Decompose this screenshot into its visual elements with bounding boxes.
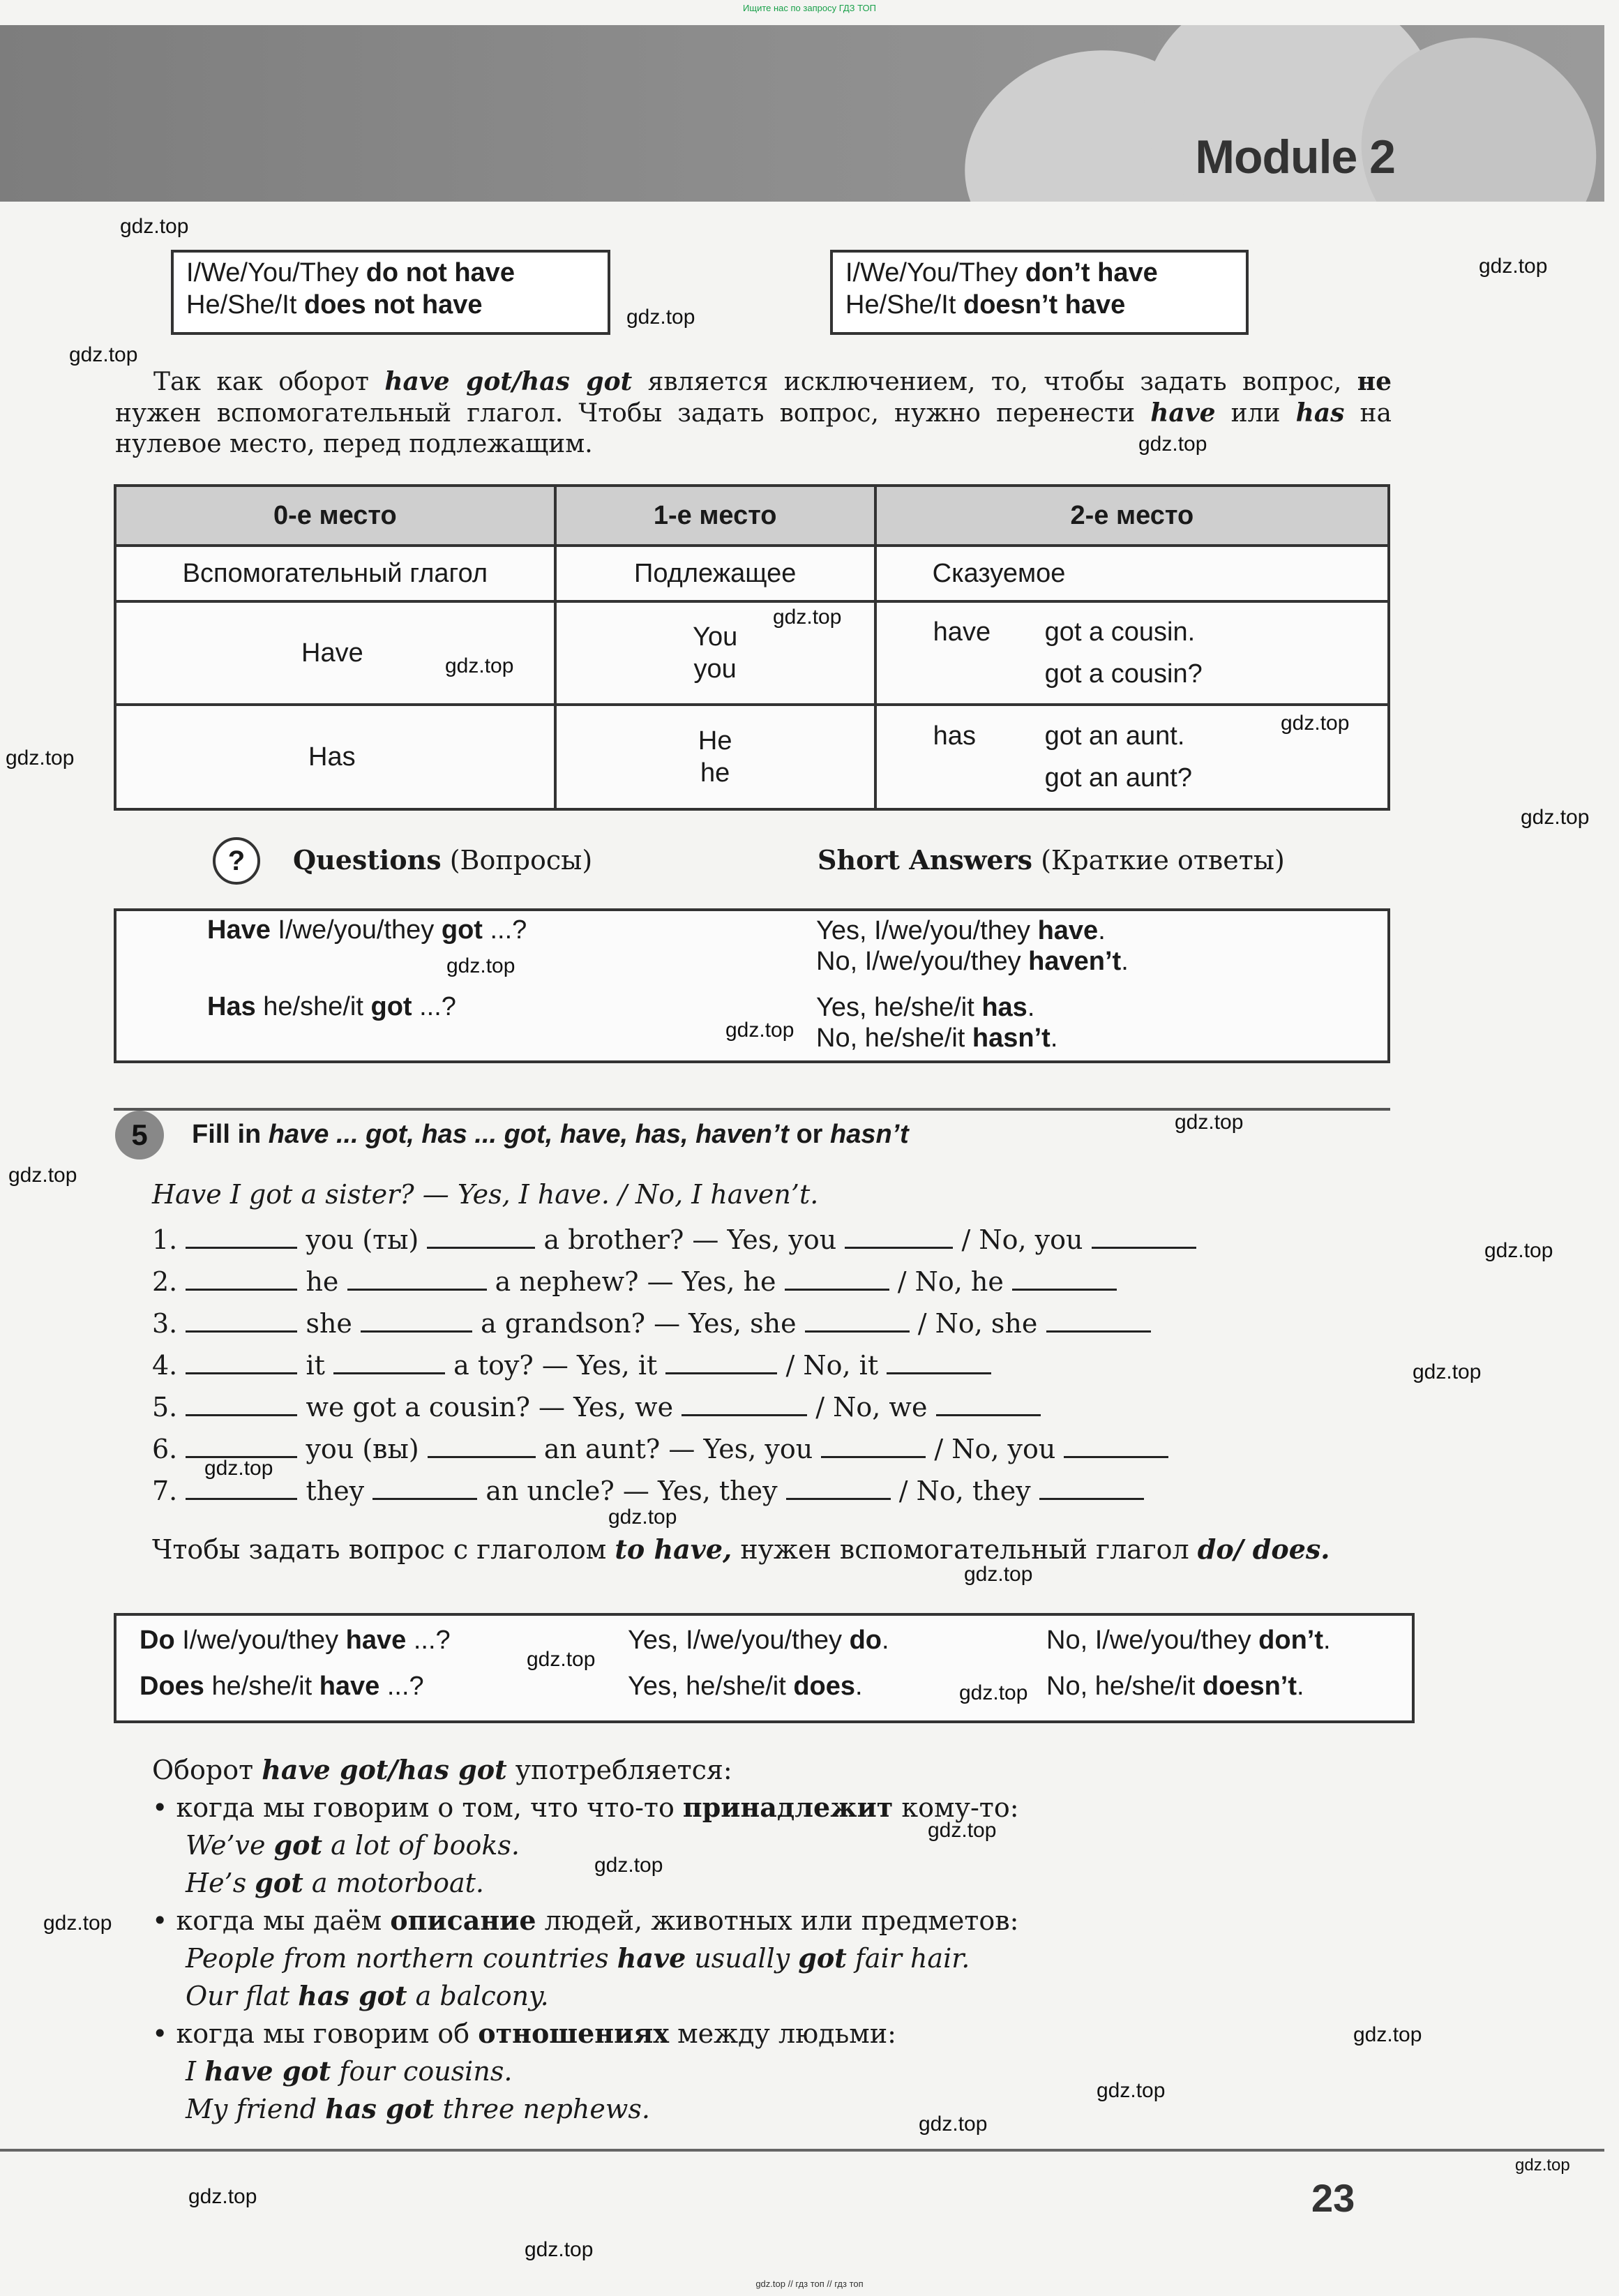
question-do: Do I/we/you/they have ...? xyxy=(140,1626,451,1655)
do-does-paragraph: Чтобы задать вопрос с глаголом to have, нужен вспомогательный глагол do/ does. xyxy=(152,1533,1330,1565)
answer-blank[interactable] xyxy=(1012,1268,1117,1291)
watermark: gdz.top xyxy=(919,2113,988,2136)
answer-blank[interactable] xyxy=(186,1393,297,1416)
watermark: gdz.top xyxy=(1521,806,1590,829)
footer-rule xyxy=(0,2149,1604,2152)
module-title: Module 2 xyxy=(1195,130,1395,183)
answer-do-yes: Yes, I/we/you/they do. xyxy=(628,1626,889,1655)
usage-section xyxy=(152,1751,1394,2128)
answer-blank[interactable] xyxy=(186,1310,297,1333)
answer-blank[interactable] xyxy=(427,1226,535,1249)
questions-heading: Questions (Вопросы) xyxy=(293,844,593,876)
predicate-cell: has got an aunt. got an aunt? xyxy=(875,705,1389,809)
subject-cell: You you xyxy=(555,601,875,705)
answer-blank[interactable] xyxy=(682,1393,807,1416)
answer-blank[interactable] xyxy=(428,1435,536,1458)
negative-form-box-short: I/We/You/They don’t have He/She/It doesn’t have xyxy=(830,250,1249,335)
aux-cell: Have xyxy=(115,601,555,705)
usage-bullet: • когда мы даём описание людей, животных или предметов: xyxy=(152,1905,1019,1936)
header-cell-2: 2-е место xyxy=(875,486,1389,546)
watermark: gdz.top xyxy=(1175,1111,1244,1134)
watermark: gdz.top xyxy=(928,1819,997,1842)
watermark: gdz.top xyxy=(6,746,75,770)
watermark: gdz.top xyxy=(608,1506,677,1529)
watermark: gdz.top xyxy=(1413,1360,1482,1383)
table-header-row xyxy=(115,486,1389,546)
answer-does-yes: Yes, he/she/it does. xyxy=(628,1672,863,1701)
usage-example: My friend has got three nephews. xyxy=(186,2093,650,2124)
watermark: gdz.top xyxy=(1097,2079,1166,2102)
header-cell-0: 0-е место xyxy=(115,486,555,546)
subject-cell: He he xyxy=(555,705,875,809)
watermark: gdz.top xyxy=(1479,255,1548,278)
answer-does-no: No, he/she/it doesn’t. xyxy=(1046,1672,1304,1701)
usage-example: Our flat has got a balcony. xyxy=(186,1980,549,2011)
label-predicate: Сказуемое xyxy=(875,546,1389,601)
answer-blank[interactable] xyxy=(1064,1435,1168,1458)
exercise-instruction: Fill in have ... got, has ... got, have, has, haven’t or hasn’t xyxy=(192,1120,909,1149)
short-answer-has: Yes, he/she/it has. No, he/she/it hasn’t. xyxy=(816,993,1058,1053)
exercise-item: 1. you (ты) a brother? — Yes, you / No, you xyxy=(152,1224,1196,1255)
answer-blank[interactable] xyxy=(936,1393,1041,1416)
answer-blank[interactable] xyxy=(347,1268,487,1291)
aux-cell: Has xyxy=(115,705,555,809)
answer-blank[interactable] xyxy=(1046,1310,1151,1333)
answer-blank[interactable] xyxy=(665,1351,777,1374)
short-answers-heading: Short Answers (Краткие ответы) xyxy=(818,844,1285,876)
label-subject: Подлежащее xyxy=(555,546,875,601)
watermark: gdz.top xyxy=(527,1648,596,1671)
label-auxiliary: Вспомогательный глагол xyxy=(115,546,555,601)
short-answer-have: Yes, I/we/you/they have. No, I/we/you/they haven’t. xyxy=(816,916,1129,976)
answer-blank[interactable] xyxy=(805,1310,910,1333)
usage-example: He’s got a motorboat. xyxy=(186,1867,485,1898)
intro-paragraph: Так как оборот have got/has got является исключением, то, чтобы задать вопрос, не нужен вспомогательный глагол. Чтобы задать вопрос, нужно перенести have или has на нулевое место, перед подлежащим. xyxy=(115,367,1392,458)
header-cell-1: 1-е место xyxy=(555,486,875,546)
question-has: Has he/she/it got ...? xyxy=(207,992,456,1021)
watermark: gdz.top xyxy=(445,654,514,677)
usage-example: People from northern countries have usually got fair hair. xyxy=(186,1942,970,1974)
watermark: gdz.top xyxy=(1515,2156,1570,2175)
watermark: gdz.top xyxy=(120,215,189,238)
watermark: gdz.top xyxy=(725,1019,795,1042)
exercise-item: 3. she a grandson? — Yes, she / No, she xyxy=(152,1308,1151,1339)
watermark: gdz.top xyxy=(188,2185,257,2208)
exercise-item: 2. he a nephew? — Yes, he / No, he xyxy=(152,1266,1117,1297)
exercise-item: 6. you (вы) an aunt? — Yes, you / No, you xyxy=(152,1434,1168,1464)
word-order-table xyxy=(114,484,1390,811)
usage-intro: Оборот have got/has got употребляется: xyxy=(152,1754,732,1785)
exercise-item: 5. we got a cousin? — Yes, we / No, we xyxy=(152,1392,1041,1423)
usage-example: I have got four cousins. xyxy=(186,2055,513,2087)
exercise-example: Have I got a sister? — Yes, I have. / No, I haven’t. xyxy=(152,1179,819,1210)
answer-blank[interactable] xyxy=(361,1310,472,1333)
watermark: gdz.top xyxy=(1353,2023,1422,2046)
answer-blank[interactable] xyxy=(1039,1477,1144,1500)
watermark: gdz.top xyxy=(69,343,138,366)
watermark: gdz.top xyxy=(1138,433,1207,456)
answer-blank[interactable] xyxy=(186,1351,297,1374)
usage-bullet: • когда мы говорим об отношениях между людьми: xyxy=(152,2018,896,2049)
answer-blank[interactable] xyxy=(845,1226,953,1249)
top-note: Ищите нас по запросу ГДЗ ТОП xyxy=(743,3,876,13)
table-row xyxy=(115,601,1389,705)
watermark: gdz.top xyxy=(43,1912,112,1935)
exercise-number: 5 xyxy=(115,1111,164,1160)
watermark: gdz.top xyxy=(594,1854,663,1877)
exercise-item: 4. it a toy? — Yes, it / No, it xyxy=(152,1350,991,1381)
answer-blank[interactable] xyxy=(372,1477,477,1500)
watermark: gdz.top xyxy=(1281,712,1350,735)
watermark: gdz.top xyxy=(964,1563,1033,1586)
watermark: gdz.top xyxy=(204,1457,273,1480)
answer-blank[interactable] xyxy=(186,1226,297,1249)
answer-blank[interactable] xyxy=(821,1435,926,1458)
answer-blank[interactable] xyxy=(186,1435,297,1458)
module-banner xyxy=(0,25,1604,202)
table-label-row xyxy=(115,546,1389,601)
page-number: 23 xyxy=(1311,2176,1355,2220)
answer-blank[interactable] xyxy=(785,1268,889,1291)
usage-bullet: • когда мы говорим о том, что что-то принадлежит кому-то: xyxy=(152,1792,1019,1823)
watermark: gdz.top xyxy=(626,306,695,329)
answer-blank[interactable] xyxy=(887,1351,991,1374)
watermark: gdz.top xyxy=(959,1681,1028,1704)
exercise-item: 7. they an uncle? — Yes, they / No, they xyxy=(152,1476,1144,1506)
watermark: gdz.top xyxy=(1484,1239,1553,1262)
watermark: gdz.top xyxy=(773,606,842,629)
predicate-cell: have got a cousin. got a cousin? xyxy=(875,601,1389,705)
watermark: gdz.top xyxy=(446,954,515,977)
watermark: gdz.top xyxy=(525,2238,594,2261)
answer-blank[interactable] xyxy=(186,1268,297,1291)
question-have: Have I/we/you/they got ...? xyxy=(207,915,527,945)
usage-example: We’ve got a lot of books. xyxy=(186,1829,520,1861)
answer-blank[interactable] xyxy=(333,1351,445,1374)
footer-note: gdz.top // гдз топ // гдз топ xyxy=(755,2279,864,2289)
answer-blank[interactable] xyxy=(786,1477,891,1500)
negative-form-box-full: I/We/You/They do not have He/She/It does not have xyxy=(171,250,610,335)
question-does: Does he/she/it have ...? xyxy=(140,1672,424,1701)
answer-do-no: No, I/we/you/they don’t. xyxy=(1046,1626,1331,1655)
watermark: gdz.top xyxy=(8,1164,77,1187)
question-icon: ? xyxy=(213,837,260,885)
table-row xyxy=(115,705,1389,809)
answer-blank[interactable] xyxy=(1092,1226,1196,1249)
